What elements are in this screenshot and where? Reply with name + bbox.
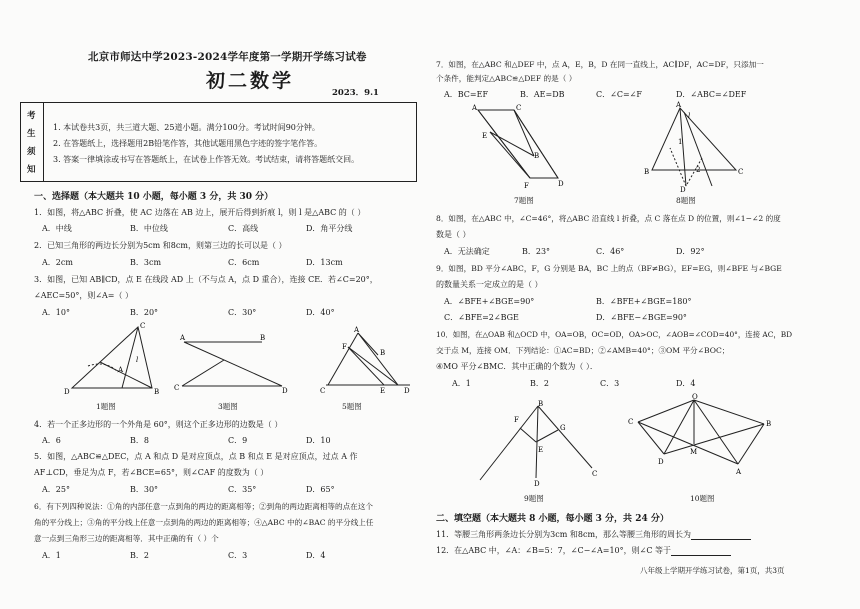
q5-option-a: A．25° [42, 485, 70, 494]
figure-3 [172, 330, 292, 396]
q2-option-b: B．3cm [130, 258, 162, 267]
q3-option-a: A．10° [42, 308, 70, 317]
fig9-label-d: D [534, 480, 540, 488]
q2-option-a: A．2cm [42, 258, 73, 267]
fig10-label-m: M [690, 448, 698, 456]
q11-stem [436, 530, 751, 540]
notice-side-label: 考 生 须 知 [21, 103, 44, 181]
q10-option-d: D．4 [676, 379, 696, 388]
q6-stem-line1: 6．有下列四种说法：①角的内部任意一点到角的两边的距离相等；②到角的两边距离相等的点在这个 [34, 502, 373, 511]
q2-option-c: C．6cm [228, 258, 260, 267]
fig7-label-a: A [472, 104, 478, 112]
fig9-label-f: F [514, 416, 519, 424]
fig1-label-a: A [118, 366, 124, 374]
fig1-label-b: B [154, 388, 160, 396]
fig8-caption: 8题图 [676, 196, 696, 205]
q9-stem-line2: 的数量关系一定成立的是（ ） [436, 280, 543, 289]
q4-stem: 4．若一个正多边形的一个外角是 60°，则这个正多边形的边数是（ ） [34, 420, 283, 429]
subject-title: 初二数学 [206, 70, 295, 92]
q8-stem-line2: 数是（ ） [436, 230, 471, 239]
q10-stem-line3: ④MO 平分∠BMC．其中正确的个数为（ ）． [436, 362, 598, 371]
fig10-label-b: B [766, 420, 772, 428]
q6-option-c: C．3 [228, 551, 248, 560]
q3-stem-line2: ∠AEC=50°，则∠A=（ ） [34, 291, 134, 300]
notice-item: 3. 答案一律填涂或书写在答题纸上，在试卷上作答无效。考试结束，请将答题纸交回。 [53, 155, 360, 164]
q5-stem-line2: AF⊥CD，垂足为点 F，若∠BCE=65°，则∠CAF 的度数为（ ） [34, 468, 269, 477]
q3-option-b: B．20° [130, 308, 159, 317]
q4-option-d: D．10 [306, 436, 331, 445]
school-title: 北京市师达中学2023-2024学年度第一学期开学练习试卷 [88, 51, 367, 63]
q12-text: 12．在△ABC 中，∠A：∠B=5：7，∠C−∠A=10°，则∠C 等于 [436, 546, 672, 555]
q5-option-b: B．30° [130, 485, 159, 494]
fig10-label-o: O [692, 393, 698, 401]
q5-option-d: D．65° [306, 485, 335, 494]
figure-10 [626, 392, 776, 484]
fig10-caption: 10题图 [690, 494, 715, 503]
q9-option-a: A．∠BFE+∠BGE=90° [444, 297, 535, 306]
q3-stem-line1: 3．如图，已知 AB∥CD，点 E 在线段 AD 上（不与点 A，点 D 重合），连接 CE．若∠C=20°， [34, 275, 378, 284]
fig5-label-f: F [342, 343, 347, 351]
q7-option-c: C．∠C=∠F [596, 90, 642, 99]
q1-option-b: B．中位线 [130, 224, 168, 233]
q3-option-c: C．30° [228, 308, 257, 317]
fig3-caption: 3题图 [218, 402, 238, 411]
fig7-label-d: D [558, 180, 564, 188]
fig3-label-c: C [174, 384, 180, 392]
figure-8 [640, 100, 750, 192]
section-1-heading: 一、选择题（本大题共 10 小题，每小题 3 分，共 30 分） [34, 192, 274, 202]
q9-option-c: C．∠BFE=2∠BGE [444, 313, 519, 322]
fig5-label-c: C [320, 387, 326, 395]
fig5-label-e: E [380, 387, 386, 395]
q8-stem-line1: 8．如图，在△ABC 中，∠C=46°，将△ABC 沿直线 l 折叠，点 C 落在点 D 的位置，则∠1−∠2 的度 [436, 214, 781, 223]
q1-option-a: A．中线 [42, 224, 72, 233]
fig7-label-b: B [534, 152, 540, 160]
q7-option-b: B．AE=DB [520, 90, 565, 99]
q12-answer-blank[interactable] [671, 547, 731, 556]
fig10-label-a: A [736, 468, 742, 476]
fig8-label-b: B [644, 168, 650, 176]
q8-option-c: C．46° [596, 247, 625, 256]
q2-option-d: D．13cm [306, 258, 343, 267]
fig7-label-c: C [516, 104, 522, 112]
q7-stem-line1: 7．如图，在△ABC 和△DEF 中，点 A，E，B，D 在同一直线上，AC∥DF，AC=DF，只添加一 [436, 60, 764, 69]
fig7-label-f: F [524, 182, 529, 190]
q5-stem-line1: 5．如图，△ABC≌△DEC，点 A 和点 D 是对应顶点，点 B 和点 E 是对应顶点，过点 A 作 [34, 452, 358, 461]
q2-stem: 2．已知三角形的两边长分别为5cm 和8cm，则第三边的长可以是（ ） [34, 241, 287, 250]
fig8-label-a: A [676, 101, 682, 109]
fig9-label-c: C [592, 470, 598, 478]
q4-option-a: A．6 [42, 436, 61, 445]
q9-option-d: D．∠BFE−∠BGE=90° [596, 313, 687, 322]
q10-stem-line1: 10．如图，在△OAB 和△OCD 中，OA=OB，OC=OD，OA>OC，∠AOB=∠COD=40°，连接 AC，BD [436, 330, 793, 339]
fig3-label-b: B [260, 334, 266, 342]
q7-option-d: D．∠ABC=∠DEF [676, 90, 747, 99]
fig1-label-l: l [136, 356, 139, 364]
q10-option-c: C．3 [600, 379, 620, 388]
q10-option-a: A．1 [452, 379, 471, 388]
fig8-label-c: C [738, 168, 744, 176]
fig9-label-b: B [538, 400, 544, 408]
fig10-label-c: C [628, 418, 634, 426]
figure-9 [476, 396, 606, 488]
fig8-label-2: 2 [696, 166, 701, 174]
fig5-label-a: A [354, 326, 360, 334]
fig1-caption: 1题图 [96, 402, 116, 411]
figure-7 [470, 100, 580, 192]
q6-option-a: A．1 [42, 551, 61, 560]
q8-option-b: B．23° [522, 247, 551, 256]
q7-option-a: A．BC=EF [444, 90, 489, 99]
q7-stem-line2: 个条件，能判定△ABC≌△DEF 的是（ ） [436, 74, 577, 83]
fig8-label-l: l [688, 112, 691, 120]
q12-stem [436, 546, 731, 556]
q11-answer-blank[interactable] [691, 531, 751, 540]
q10-stem-line2: 交于点 M，连接 OM．下列结论：①AC=BD；②∠AMB=40°；③OM 平分∠BOC； [436, 346, 730, 355]
q6-stem-line2: 角的平分线上；③角的平分线上任意一点到角的两边的距离相等；④△ABC 中的∠BAC 的平分线上任 [34, 518, 374, 527]
fig5-caption: 5题图 [342, 402, 362, 411]
fig8-label-1: 1 [678, 138, 683, 146]
q8-option-d: D．92° [676, 247, 705, 256]
fig1-label-d: D [64, 388, 70, 396]
q9-option-b: B．∠BFE+∠BGE=180° [596, 297, 692, 306]
fig3-label-a: A [180, 334, 186, 342]
fig9-label-e: E [538, 446, 544, 454]
q6-option-d: D．4 [306, 551, 326, 560]
q6-stem-line3: 意一点到三角形三边的距离相等．其中正确的有（ ）个 [34, 534, 219, 543]
q1-option-d: D．角平分线 [306, 224, 353, 233]
fig9-caption: 9题图 [524, 494, 544, 503]
fig7-caption: 7题图 [514, 196, 534, 205]
section-2-heading: 二、填空题（本大题共 8 小题，每小题 3 分，共 24 分） [436, 514, 669, 524]
figure-5 [318, 325, 418, 401]
fig10-label-d: D [658, 458, 664, 466]
notice-item: 2. 在答题纸上，选择题用2B铅笔作答，其他试题用黑色字迹的签字笔作答。 [53, 139, 323, 148]
q6-option-b: B．2 [130, 551, 149, 560]
q9-stem-line1: 9．如图，BD 平分∠ABC，F，G 分别是 BA，BC 上的点（BF≠BG），EF=EG，则∠BFE 与∠BGE [436, 264, 782, 273]
q11-text: 11．等腰三角形两条边长分别为3cm 和8cm，那么等腰三角形的周长为 [436, 530, 692, 539]
fig9-label-g: G [560, 424, 566, 432]
q10-option-b: B．2 [530, 379, 549, 388]
exam-date: 2023．9.1 [332, 88, 379, 98]
fig5-label-d: D [404, 387, 410, 395]
q8-option-a: A．无法确定 [444, 247, 490, 256]
fig8-label-d: D [680, 186, 686, 192]
page-footer: 八年级上学期开学练习试卷，第1页，共3页 [640, 566, 785, 575]
q4-option-c: C．9 [228, 436, 248, 445]
fig5-label-b: B [380, 349, 386, 357]
figure-1 [60, 322, 170, 402]
q1-option-c: C．高线 [228, 224, 259, 233]
fig7-label-e: E [482, 132, 488, 140]
notice-item: 1. 本试卷共3页，共三道大题、25道小题。满分100分。考试时间90分钟。 [53, 123, 320, 132]
fig3-label-d: D [282, 387, 288, 395]
q4-option-b: B．8 [130, 436, 149, 445]
fig1-label-c: C [140, 322, 146, 330]
q1-stem: 1．如图，将△ABC 折叠，使 AC 边落在 AB 边上，展开后得到折痕 l，则 l 是△ABC 的（ ） [34, 208, 366, 217]
q3-option-d: D．40° [306, 308, 335, 317]
notice-box [20, 102, 417, 182]
q5-option-c: C．35° [228, 485, 257, 494]
